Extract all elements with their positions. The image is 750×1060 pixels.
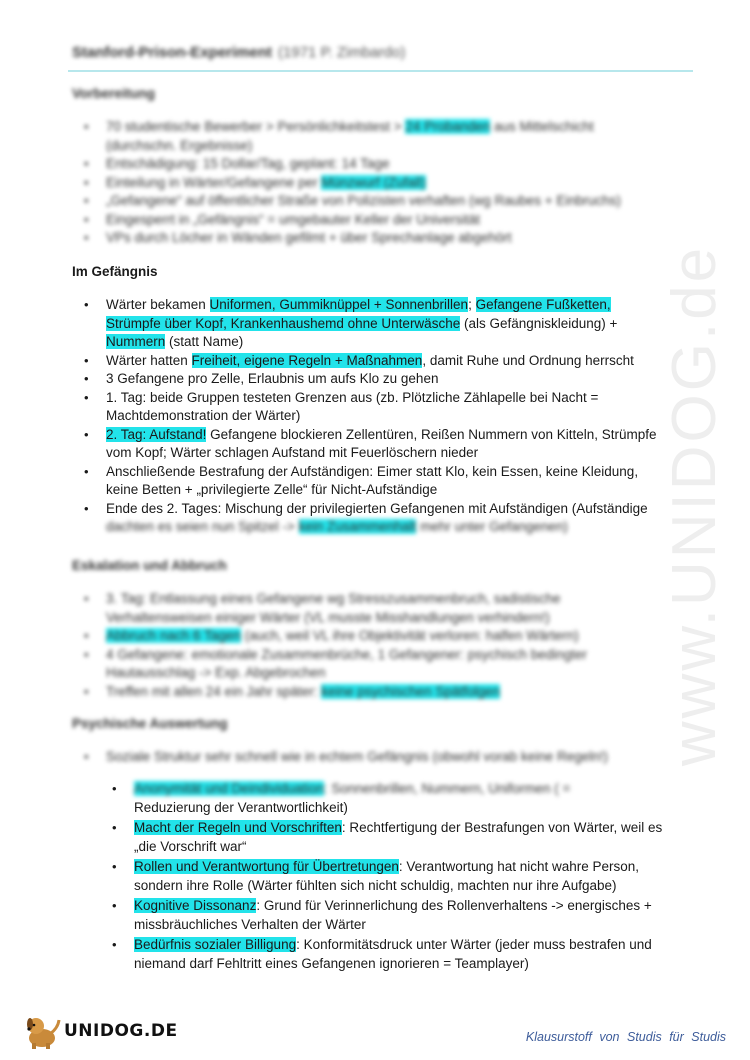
bullet-icon: • [84,371,89,386]
list-item: • Soziale Struktur sehr schnell wie in echtem Gefängnis (obwohl vorab keine Regeln!) [106,748,666,767]
bullet-icon: • [84,352,89,368]
section-heading-escalation: Eskalation und Abbruch [72,558,227,573]
unidog-logo: UNIDOG.DE [22,1012,178,1050]
list-item: • Eingesperrt in „Gefängnis“ = umgebauter Keller der Universität [106,211,646,230]
bullet-icon: • [112,937,117,952]
list-item: • 70 studentische Bewerber > Persönlichkeitstest > 24 Probanden aus Mittelschicht (durchschn. Ergebnisse) [84,119,594,153]
list-item: • Rollen und Verantwortung für Übertretungen: Verantwortung hat nicht wahre Person, sondern ihre Rolle (Wärter fühlten sich nicht schuldig, machten nur ihre Aufgabe) [112,859,640,893]
title-divider [68,70,693,72]
bullet-icon: • [112,898,117,913]
prep-list [84,118,646,248]
watermark: www.UNIDOG.de [660,244,730,766]
bullet-icon: • [84,426,89,442]
list-item: • „Gefangene“ auf öffentlicher Straße von Polizisten verhaften (wg Raubes + Einbruchs) [106,192,646,211]
list-item: • Treffen mit allen 24 ein Jahr später: keine psychischen Spätfolgen [106,683,626,702]
list-item: • 3. Tag: Entlassung eines Gefangene wg Stresszusammenbruch, sadistische Verhaltensweisen einiger Wärter (VL musste Misshandlungen verhindern!) [84,591,561,625]
list-item: • Kognitive Dissonanz: Grund für Verinnerlichung des Rollenverhaltens -> energisches + missbräuchliches Verhalten der Wärter [112,898,652,932]
list-item: • Macht der Regeln und Vorschriften: Rechtfertigung der Bestrafungen von Wärter, weil es „die Vorschrift war“ [112,820,663,854]
list-item: • Entschädigung: 15 Dollar/Tag, geplant: 14 Tage [106,155,646,174]
bullet-icon: • [84,211,89,227]
list-item: • VPs durch Löcher in Wänden gefilmt + über Sprechanlage abgehört [106,229,646,248]
bullet-icon: • [112,781,117,796]
list-item: • 3 Gefangene pro Zelle, Erlaubnis um aufs Klo zu gehen [106,370,666,389]
section-heading-prep: Vorbereitung [72,86,156,101]
list-item: • Wärter hatten Freiheit, eigene Regeln + Maßnahmen, damit Ruhe und Ordnung herrscht [106,352,666,371]
bullet-icon: • [112,859,117,874]
list-item: • 2. Tag: Aufstand! Gefangene blockieren Zellentüren, Reißen Nummern von Kitteln, Strümpfe vom Kopf; Wärter schlagen Aufstand mit Feuerlöschern nieder [84,426,657,460]
bullet-icon: • [84,174,89,190]
bullet-icon: • [84,156,89,171]
bullet-icon: • [84,193,89,208]
bullet-icon: • [84,683,89,699]
prison-list [84,296,666,537]
psych-sublist [112,780,674,973]
bullet-icon: • [84,297,89,312]
bullet-icon: • [84,463,89,479]
bullet-icon: • [84,646,89,662]
escalation-list [84,590,626,701]
bullet-icon: • [84,749,89,764]
footer-tagline: Klausurstoff von Studis für Studis [525,1030,726,1044]
bullet-icon: • [84,500,89,516]
list-item: • 1. Tag: beide Gruppen testeten Grenzen aus (zb. Plötzliche Zählapelle bei Nacht = Machtdemonstration der Wärter) [84,389,599,423]
dog-icon [22,1012,62,1050]
list-item: • Anonymität und Deindividuation: Sonnenbrillen, Nummern, Uniformen ( = Reduzierung der Verantwortlichkeit) [112,781,571,815]
list-item: • Ende des 2. Tages: Mischung der privilegierten Gefangenen mit Aufständigen (Aufständige dachten es seien nun Spitzel -> kein Zusammenhalt mehr unter Gefangenen) [84,500,648,534]
bullet-icon: • [112,820,117,835]
list-item: • Abbruch nach 6 Tagen (auch, weil VL ihre Objektivität verloren: halfen Wärtern) [106,627,626,646]
bullet-icon: • [84,591,89,606]
list-item: • Bedürfnis sozialer Billigung: Konformitätsdruck unter Wärter (jeder muss bestrafen und niemand darf Fehltritt eines Gefangenen ignorieren = Teamplayer) [112,937,652,971]
list-item: • Wärter bekamen Uniformen, Gummiknüppel + Sonnenbrillen; Gefangene Fußketten, Strümpfe über Kopf, Krankenhaushemd ohne Unterwäsche (als Gefängniskleidung) + Nummern (statt Name) [84,297,618,349]
section-heading-psych: Psychische Auswertung [72,716,228,731]
list-item: • Anschließende Bestrafung der Aufständigen: Eimer statt Klo, kein Essen, keine Kleidung, keine Betten + „privilegierte Zelle“ für Nicht-Aufständige [84,463,639,497]
bullet-icon: • [84,389,89,405]
list-item: • 4 Gefangene: emotionale Zusammenbrüche, 1 Gefangener: psychisch bedingter Hautausschlag -> Exp. Abgebrochen [84,646,588,680]
list-item: • Einteilung in Wärter/Gefangene per Münzwurf (Zufall) [106,174,646,193]
section-heading-prison: Im Gefängnis [72,264,158,279]
psych-intro-list [84,748,666,767]
page-title: Stanford-Prison-Experiment (1971 P. Zimbardo) [72,44,406,61]
bullet-icon: • [84,119,89,134]
bullet-icon: • [84,628,89,643]
bullet-icon: • [84,230,89,245]
